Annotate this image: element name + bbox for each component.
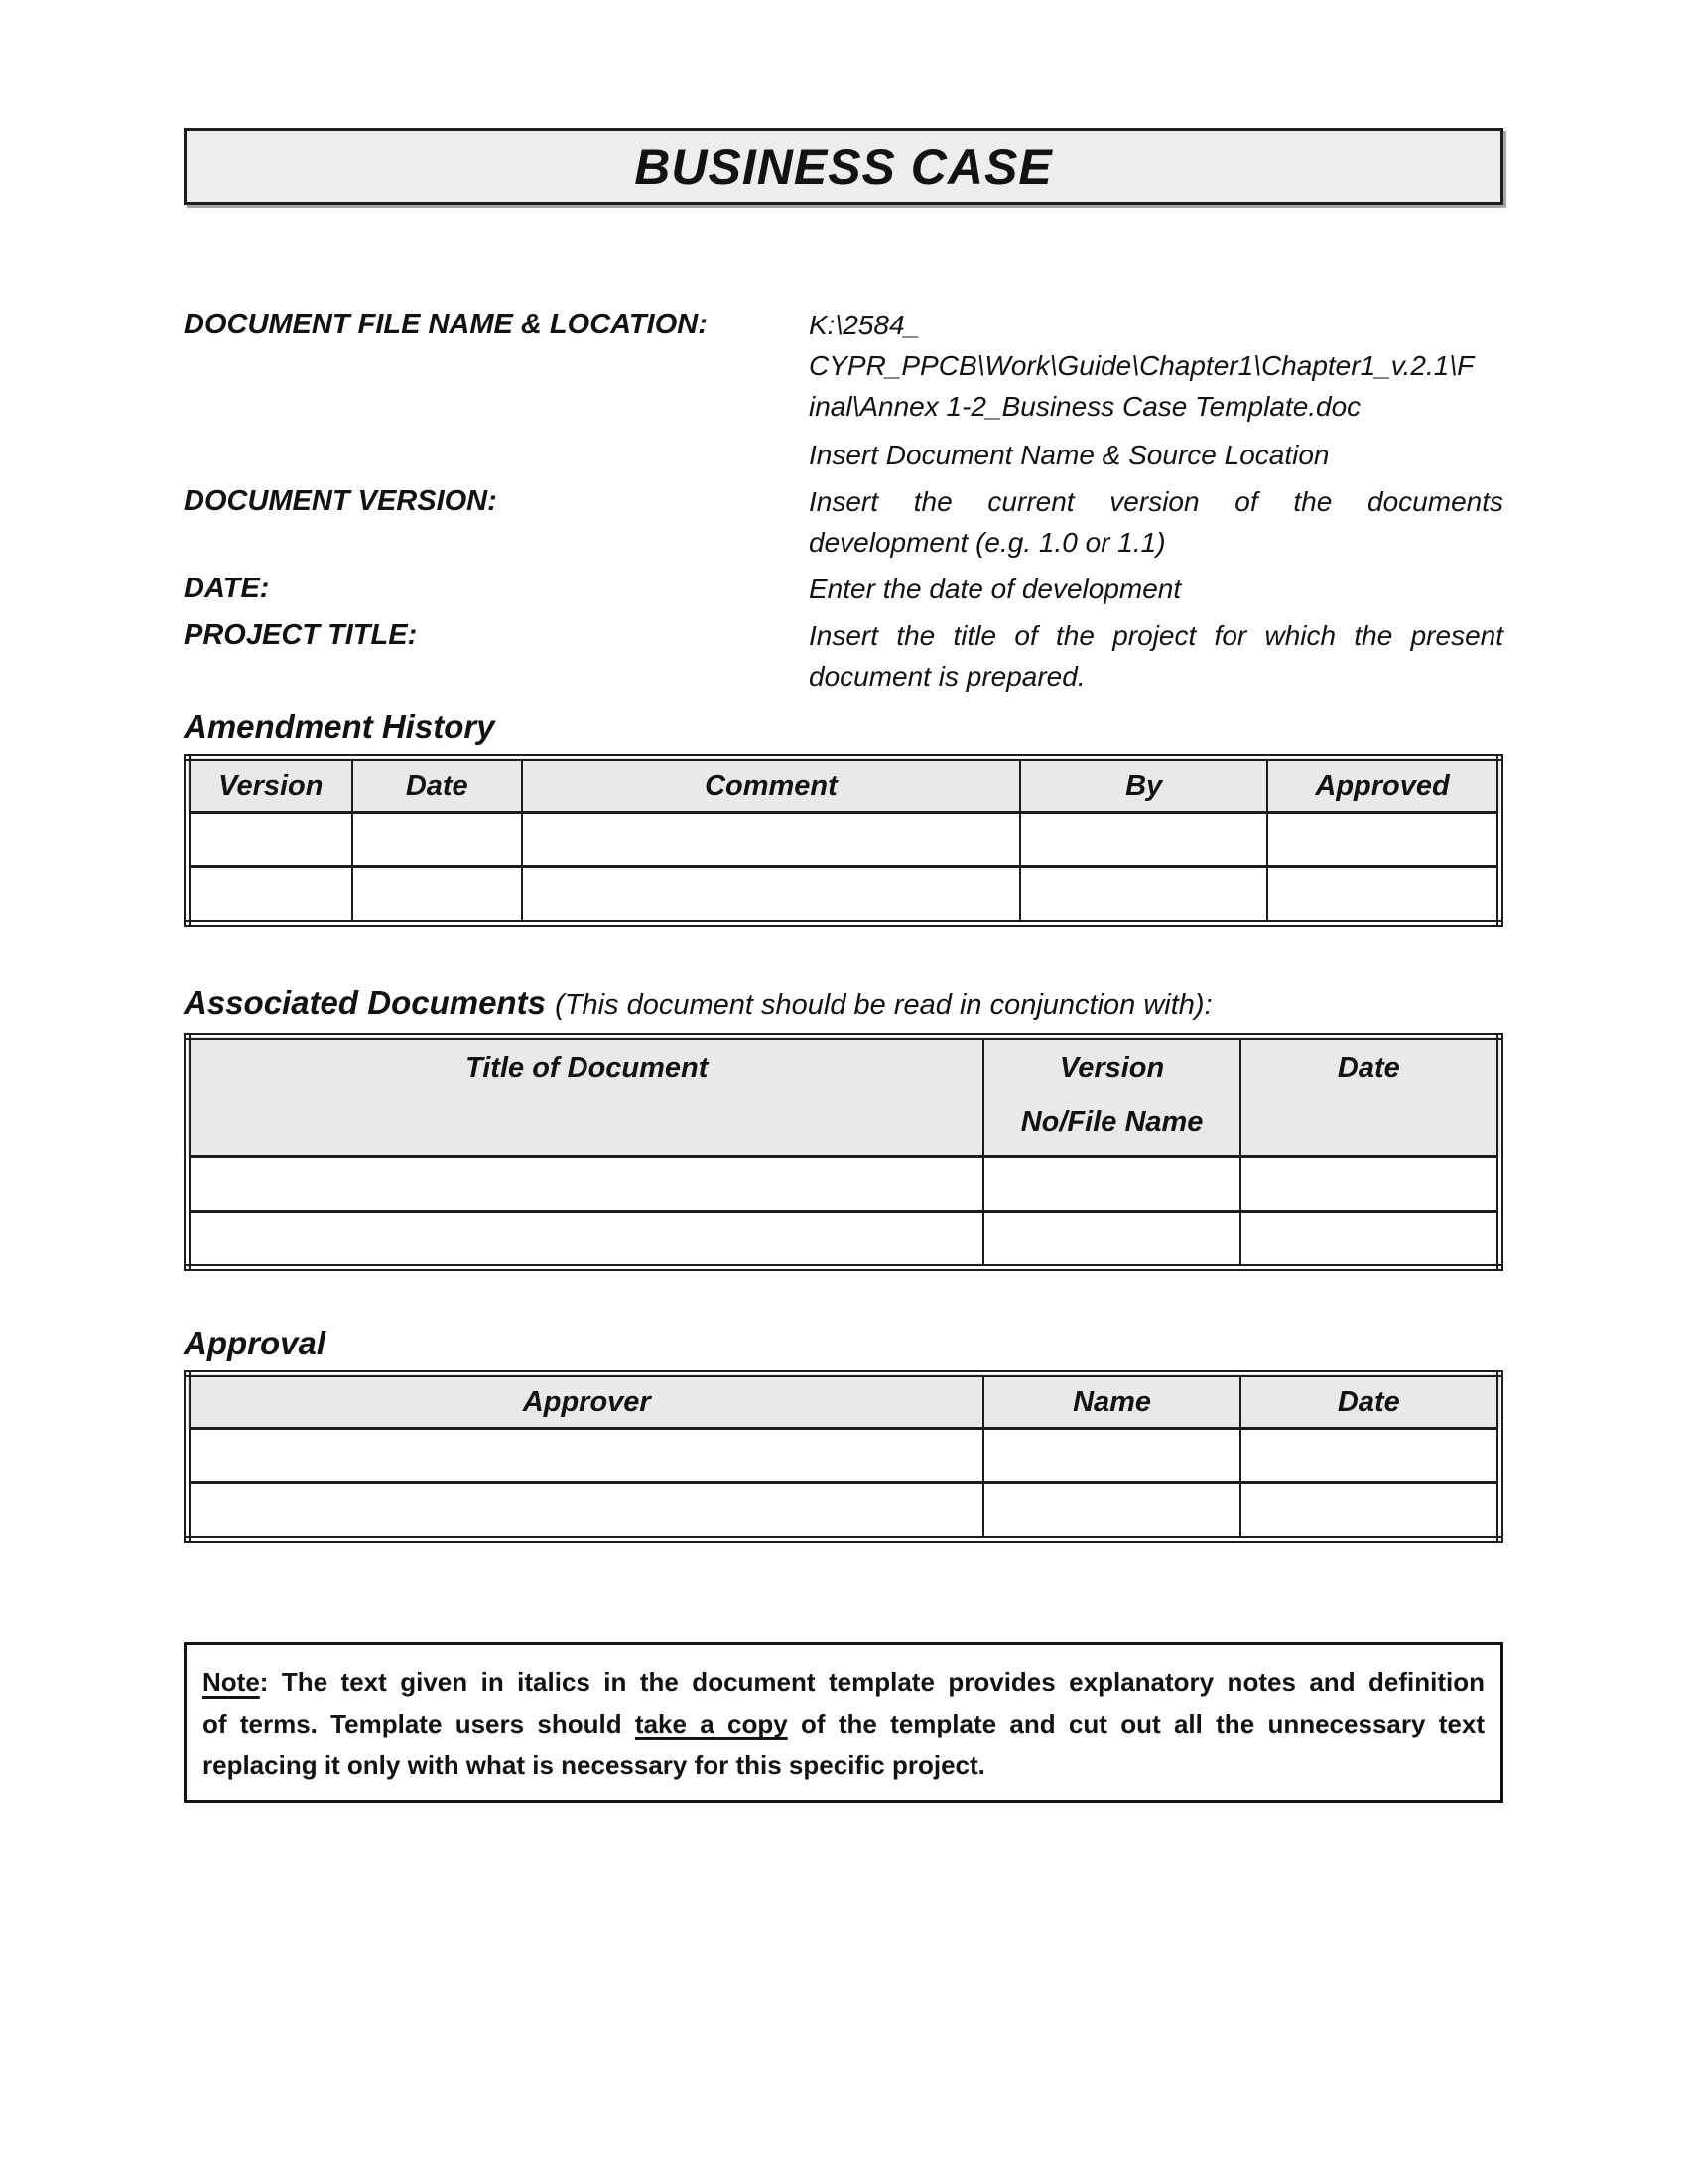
approval-heading-text: Approval — [184, 1325, 326, 1361]
amendment_history-empty-cell[interactable] — [1020, 813, 1267, 867]
note-line — [202, 1661, 1485, 1703]
header-label: Title of Document — [465, 1052, 709, 1084]
page-content — [184, 0, 1503, 1803]
document-info-row — [184, 615, 1503, 697]
amendment_history-empty-cell[interactable] — [352, 867, 522, 924]
header-label: Date — [405, 769, 468, 802]
amendment-history-table — [184, 754, 1503, 927]
associated-documents-heading-note: (This document should be read in conjunction with): — [555, 989, 1213, 1021]
amendment_history-header-row — [188, 758, 1500, 813]
document-info-value — [809, 615, 1503, 697]
document-info-row — [184, 305, 1503, 475]
note-text: replacing it only with what is necessary for this specific project. — [202, 1750, 985, 1780]
header-label: Version — [218, 769, 324, 802]
document-info-line: development (e.g. 1.0 or 1.1) — [809, 527, 1166, 558]
document-info-row — [184, 481, 1503, 563]
document-info-label: DOCUMENT FILE NAME & LOCATION: — [184, 309, 708, 340]
note-line — [202, 1703, 1485, 1744]
amendment_history-empty-cell[interactable] — [188, 867, 352, 924]
amendment_history-empty-cell[interactable] — [1267, 867, 1499, 924]
approval-empty-cell[interactable] — [983, 1483, 1239, 1540]
note-text: of the template and cut out all the unnecessary text — [787, 1709, 1485, 1738]
approval-empty-row — [188, 1483, 1500, 1540]
header-label: Comment — [705, 769, 838, 802]
amendment_history-empty-cell[interactable] — [352, 813, 522, 867]
associated-documents-section — [184, 982, 1503, 1271]
associated_documents-empty-cell[interactable] — [983, 1157, 1239, 1212]
document-info-label: PROJECT TITLE: — [184, 619, 418, 651]
associated_documents-header-row — [188, 1037, 1500, 1157]
document-info-line: Enter the date of development — [809, 574, 1182, 604]
approval-empty-cell[interactable] — [188, 1429, 984, 1483]
amendment_history-empty-cell[interactable] — [522, 867, 1020, 924]
header-label: Name — [1073, 1385, 1152, 1418]
approval-empty-cell[interactable] — [983, 1429, 1239, 1483]
document-info-value — [809, 569, 1503, 609]
document-info-paragraph — [809, 481, 1503, 563]
associated_documents-empty-cell[interactable] — [1240, 1212, 1500, 1268]
amendment_history-header-version — [188, 758, 352, 813]
associated_documents-empty-cell[interactable] — [188, 1212, 984, 1268]
document-info-value — [809, 481, 1503, 563]
approval-header-approver — [188, 1374, 984, 1429]
header-label: Approver — [522, 1385, 651, 1418]
document-info-line: Insert the current version of the documents — [809, 486, 1503, 517]
amendment_history-empty-cell[interactable] — [1020, 867, 1267, 924]
page-title: BUSINESS CASE — [634, 139, 1053, 194]
amendment_history-header-comment — [522, 758, 1020, 813]
header-label: Approved — [1315, 769, 1450, 802]
note-line — [202, 1744, 1485, 1786]
document-info-paragraph — [809, 569, 1503, 609]
document-info-line: document is prepared. — [809, 661, 1086, 692]
associated-documents-table — [184, 1033, 1503, 1271]
document-info-section — [184, 305, 1503, 697]
header-label: Date — [1337, 1052, 1400, 1084]
amendment-history-section — [184, 707, 1503, 927]
note-box — [184, 1642, 1503, 1803]
associated-documents-heading-text: Associated Documents — [184, 984, 556, 1021]
document-info-label: DOCUMENT VERSION: — [184, 485, 497, 517]
document-info-line: inal\Annex 1-2_Business Case Template.doc — [809, 391, 1362, 422]
document-info-line: Insert the title of the project for which the present — [809, 620, 1503, 651]
amendment_history-empty-cell[interactable] — [1267, 813, 1499, 867]
approval-empty-row — [188, 1429, 1500, 1483]
amendment-history-heading — [184, 707, 1503, 747]
document-info-row — [184, 569, 1503, 609]
amendment_history-header-date — [352, 758, 522, 813]
document-info-label: DATE: — [184, 573, 270, 604]
document-info-line: K:\2584_ — [809, 310, 921, 340]
header-label: By — [1125, 769, 1163, 802]
associated_documents-empty-cell[interactable] — [983, 1212, 1239, 1268]
approval-empty-cell[interactable] — [1240, 1429, 1500, 1483]
amendment-history-heading-text: Amendment History — [184, 708, 495, 745]
approval-table — [184, 1370, 1503, 1543]
associated_documents-empty-cell[interactable] — [1240, 1157, 1500, 1212]
approval-header-name — [983, 1374, 1239, 1429]
document-info-value — [809, 305, 1503, 475]
document-info-paragraph — [809, 435, 1503, 475]
note-underlined-text: take a copy — [634, 1709, 788, 1738]
header-label: No/File Name — [1020, 1106, 1204, 1138]
amendment_history-empty-row — [188, 867, 1500, 924]
header-label: Version — [1059, 1052, 1165, 1084]
note-underlined-text: Note — [202, 1667, 260, 1697]
note-text: : The text given in italics in the document template provides explanatory notes and definition — [259, 1667, 1485, 1697]
approval-heading — [184, 1323, 1503, 1363]
associated_documents-header-date — [1240, 1037, 1500, 1157]
amendment_history-empty-row — [188, 813, 1500, 867]
associated_documents-empty-row — [188, 1212, 1500, 1268]
associated_documents-header-version — [983, 1037, 1239, 1157]
associated_documents-header-title-of-document — [188, 1037, 984, 1157]
approval-header-row — [188, 1374, 1500, 1429]
amendment_history-header-approved — [1267, 758, 1499, 813]
document-info-line: CYPR_PPCB\Work\Guide\Chapter1\Chapter1_v.2.1\F — [809, 350, 1475, 381]
approval-empty-cell[interactable] — [1240, 1483, 1500, 1540]
associated_documents-empty-row — [188, 1157, 1500, 1212]
title-banner — [184, 128, 1503, 205]
document-info-paragraph — [809, 305, 1503, 427]
document-info-line: Insert Document Name & Source Location — [809, 440, 1330, 470]
document-info-paragraph — [809, 615, 1503, 697]
amendment_history-empty-cell[interactable] — [188, 813, 352, 867]
amendment_history-empty-cell[interactable] — [522, 813, 1020, 867]
note-text: of terms. Template users should — [202, 1709, 635, 1738]
associated_documents-empty-cell[interactable] — [188, 1157, 984, 1212]
approval-header-date — [1240, 1374, 1500, 1429]
amendment_history-header-by — [1020, 758, 1267, 813]
associated-documents-heading — [184, 982, 1503, 1026]
approval-empty-cell[interactable] — [188, 1483, 984, 1540]
header-label: Date — [1337, 1385, 1400, 1418]
approval-section — [184, 1323, 1503, 1543]
